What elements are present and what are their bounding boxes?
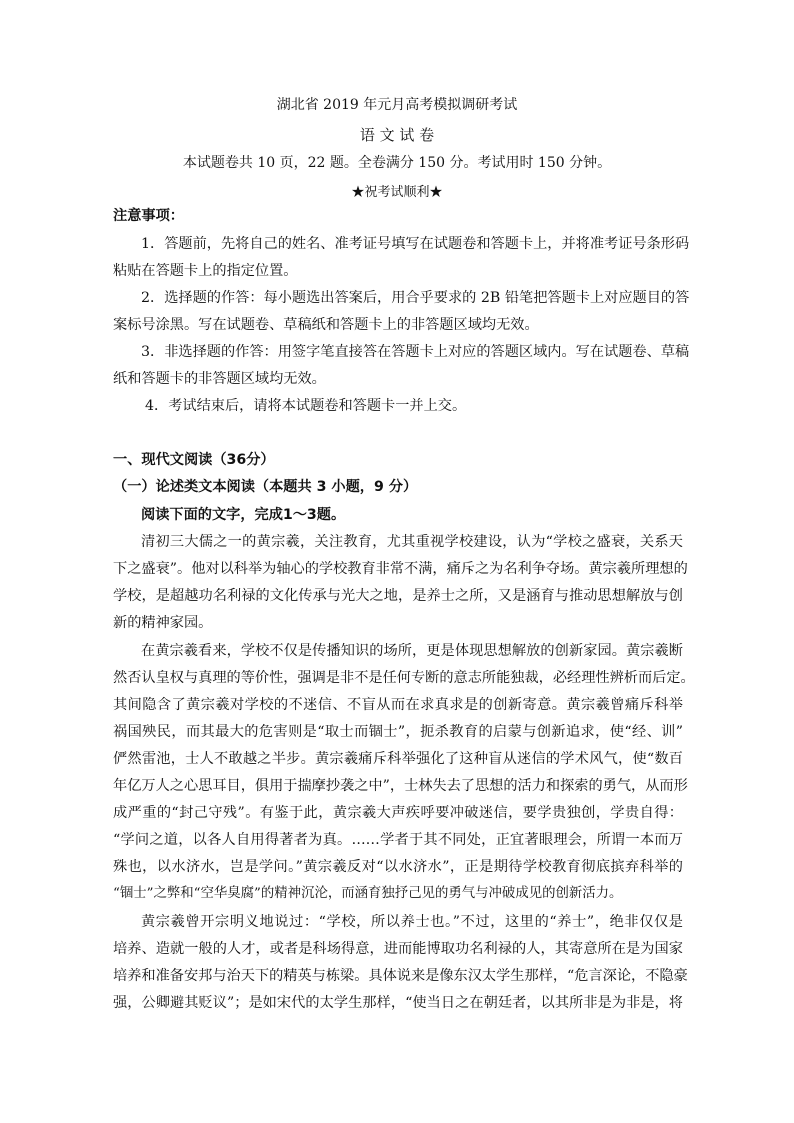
notice-line: 粘贴在答题卡上的指定位置。 — [113, 263, 298, 279]
exam-title: 湖北省 2019 年元月高考模拟调研考试 — [276, 97, 518, 113]
notice-heading: 注意事项： — [113, 208, 184, 224]
section-heading: 一、现代文阅读（36分） — [113, 452, 275, 468]
exam-info: 本试题卷共 10 页，22 题。全卷满分 150 分。考试用时 150 分钟。 — [182, 155, 612, 171]
passage-line: 清初三大儒之一的黄宗羲，关注教育，尤其重视学校建设，认为“学校之盛衰，关系天 — [141, 534, 683, 550]
passage-line: 学校，是超越功名利禄的文化传承与光大之地，是养士之所，又是涵育与推动思想解放与创 — [113, 588, 683, 604]
notice-line: 纸和答题卡的非答题区域均无效。 — [113, 371, 326, 387]
passage-line: 祸国殃民，而其最大的危害则是“取士而锢士”，扼杀教育的启蒙与创新追求，使“经、训” — [113, 724, 683, 740]
passage-line: “学问之道，以各人自用得著者为真。……学者于其不同处，正宜著眼理会，所谓一本而万 — [113, 832, 683, 848]
notice-line: 案标号涂黑。写在试题卷、草稿纸和答题卡上的非答题区域均无效。 — [113, 317, 539, 333]
passage-line: 其间隐含了黄宗羲对学校的不迷信、不盲从而在求真求是的创新寄意。黄宗羲曾痛斥科举 — [113, 697, 683, 713]
passage-line: 下之盛衰”。他对以科举为轴心的学校教育非常不满，痛斥之为名利争夺场。黄宗羲所理想的 — [113, 561, 688, 577]
subject-title: 语 文 试 卷 — [359, 126, 435, 144]
passage-line: 俨然雷池，士人不敢越之半步。黄宗羲痛斥科举强化了这种盲从迷信的学术风气，使“数百 — [113, 751, 683, 767]
passage-line: 年亿万人之心思耳目，俱用于揣摩抄袭之中”，士林失去了思想的活力和探索的勇气，从而形 — [113, 778, 688, 794]
passage-line: 新的精神家园。 — [113, 615, 213, 631]
notice-line: 3．非选择题的作答：用签字笔直接答在答题卡上对应的答题区域内。写在试题卷、草稿 — [141, 344, 690, 360]
notice-line: 2．选择题的作答：每小题选出答案后，用合乎要求的 2B 铅笔把答题卡上对应题目的答 — [141, 290, 690, 306]
passage-line: 成严重的“封己守残”。有鉴于此，黄宗羲大声疾呼要冲破迷信，要学贵独创，学贵自得： — [113, 805, 683, 821]
passage-line: 殊也，以水济水，岂是学问。”黄宗羲反对“以水济水”，正是期待学校教育彻底摈弃科举的 — [113, 859, 683, 875]
passage-line: 在黄宗羲看来，学校不仅是传播知识的场所，更是体现思想解放的创新家园。黄宗羲断 — [141, 643, 683, 659]
passage-line: 强，公卿避其贬议”；是如宋代的太学生那样，“使当日之在朝廷者，以其所非是为非是，将 — [113, 995, 683, 1011]
good-luck-wish: ★祝考试顺利★ — [351, 185, 443, 200]
passage-line: 培养、造就一般的人才，或者是科场得意，进而能博取功名利禄的人，其寄意所在是为国家 — [113, 941, 683, 957]
passage-line: 培养和准备安邦与治天下的精英与栋梁。具体说来是像东汉太学生那样，“危言深论，不隐豪 — [113, 968, 688, 984]
section-subheading: （一）论述类文本阅读（本题共 3 小题，9 分） — [113, 479, 418, 495]
passage-line: “锢士”之弊和“空华臭腐”的精神沉沦，而涵育独抒己见的勇气与冲破成见的创新活力。 — [113, 886, 623, 901]
notice-line: 4．考试结束后，请将本试题卷和答题卡一并上交。 — [145, 398, 467, 414]
passage-line: 黄宗羲曾开宗明义地说过：“学校，所以养士也。”不过，这里的“养士”，绝非仅仅是 — [141, 914, 683, 930]
reading-instruction: 阅读下面的文字，完成1～3题。 — [141, 507, 346, 523]
passage-line: 然否认皇权与真理的等价性，强调是非不是任何专断的意志所能独裁，必经理性辨析而后定。 — [113, 670, 695, 686]
notice-line: 1．答题前，先将自己的姓名、准考证号填写在试题卷和答题卡上，并将准考证号条形码 — [141, 236, 690, 252]
